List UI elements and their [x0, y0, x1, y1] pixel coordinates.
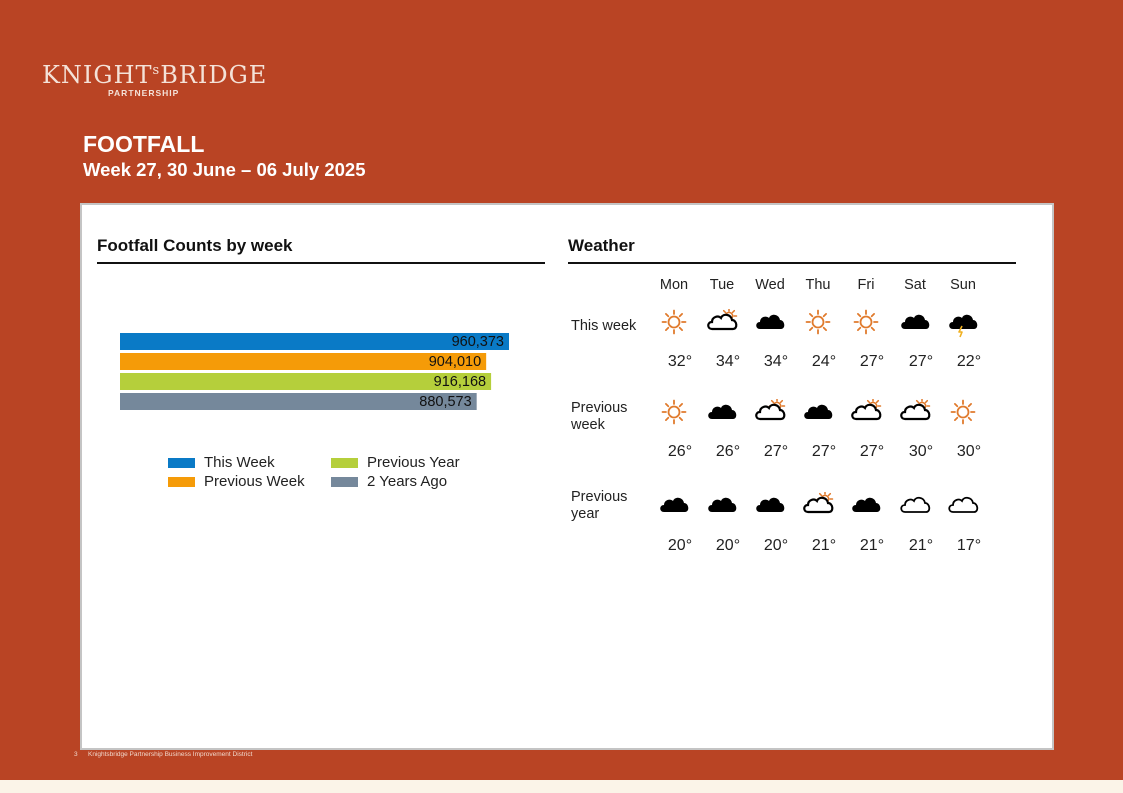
cloud-icon	[753, 309, 787, 335]
weather-temperature: 21°	[859, 537, 885, 554]
weather-section-title: Weather	[568, 236, 635, 255]
weather-temperature: 22°	[956, 353, 982, 370]
cloud-icon	[849, 492, 883, 518]
weather-temperature: 27°	[859, 353, 885, 370]
weather-day-thu: Thu	[805, 277, 831, 293]
weather-temperature: 21°	[811, 537, 837, 554]
weather-temperature: 20°	[667, 537, 693, 554]
knightsbridge-logo	[42, 58, 267, 98]
cloud-sun-icon	[849, 399, 883, 425]
weather-day-sun: Sun	[950, 277, 976, 293]
weather-day-wed: Wed	[755, 277, 785, 293]
cloud-icon	[753, 492, 787, 518]
weather-temperature: 26°	[667, 443, 693, 460]
cloud-sun-icon	[753, 399, 787, 425]
legend-label: Previous Week	[204, 473, 305, 490]
weather-day-sat: Sat	[904, 277, 926, 293]
weather-temperature: 20°	[715, 537, 741, 554]
weather-row-label: Previous week	[571, 400, 628, 433]
bar-value-label: 880,573	[419, 394, 472, 410]
weather-temperature: 17°	[956, 537, 982, 554]
page-number: 3	[74, 751, 78, 758]
cloud-sun-icon	[898, 399, 932, 425]
weather-temperature: 26°	[715, 443, 741, 460]
weather-temperature: 32°	[667, 353, 693, 370]
sun-icon	[657, 399, 691, 425]
cloud-icon	[657, 492, 691, 518]
weather-day-mon: Mon	[659, 277, 689, 293]
page-subtitle: Week 27, 30 June – 06 July 2025	[83, 159, 366, 180]
cloud-sun-icon	[801, 492, 835, 518]
legend-label: This Week	[204, 454, 275, 471]
weather-row-label: This week	[571, 318, 637, 334]
bar-value-label: 960,373	[451, 334, 504, 350]
weather-day-fri: Fri	[857, 277, 875, 293]
weather-temperature: 21°	[908, 537, 934, 554]
weather-temperature: 24°	[811, 353, 837, 370]
cloud-outline-icon	[946, 492, 980, 518]
sun-icon	[946, 399, 980, 425]
weather-row-label: Previous year	[571, 489, 628, 522]
weather-temperature: 27°	[908, 353, 934, 370]
weather-temperature: 30°	[956, 443, 982, 460]
cloud-outline-icon	[898, 492, 932, 518]
logo-wordmark: KNIGHT$^s$BRIDGE	[42, 61, 268, 89]
weather-temperature: 27°	[859, 443, 885, 460]
bar-value-label: 904,010	[428, 354, 482, 370]
page-title: FOOTFALL	[83, 131, 205, 157]
cloud-icon	[898, 309, 932, 335]
sun-icon	[657, 309, 691, 335]
sun-icon	[801, 309, 835, 335]
sun-icon	[849, 309, 883, 335]
weather-day-tue: Tue	[709, 277, 735, 293]
cloud-sun-icon	[705, 309, 739, 335]
legend-label: Previous Year	[367, 454, 460, 471]
weather-temperature: 27°	[811, 443, 837, 460]
cloud-icon	[801, 399, 835, 425]
weather-temperature: 20°	[763, 537, 789, 554]
weather-temperature: 34°	[763, 353, 789, 370]
cloud-icon	[705, 492, 739, 518]
logo-subtitle: PARTNERSHIP	[108, 88, 180, 98]
footer-text: Knightsbridge Partnership Business Improvement District	[88, 751, 253, 758]
cloud-icon	[705, 399, 739, 425]
footfall-section-title: Footfall Counts by week	[97, 236, 293, 255]
weather-temperature: 30°	[908, 443, 934, 460]
cloud-lightning-icon	[946, 309, 980, 335]
bar-value-label: 916,168	[433, 374, 487, 390]
weather-temperature: 34°	[715, 353, 741, 370]
content-panel	[80, 203, 1054, 750]
page-footer	[74, 751, 252, 758]
weather-grid	[82, 205, 1052, 748]
legend-label: 2 Years Ago	[367, 473, 448, 490]
weather-temperature: 27°	[763, 443, 789, 460]
